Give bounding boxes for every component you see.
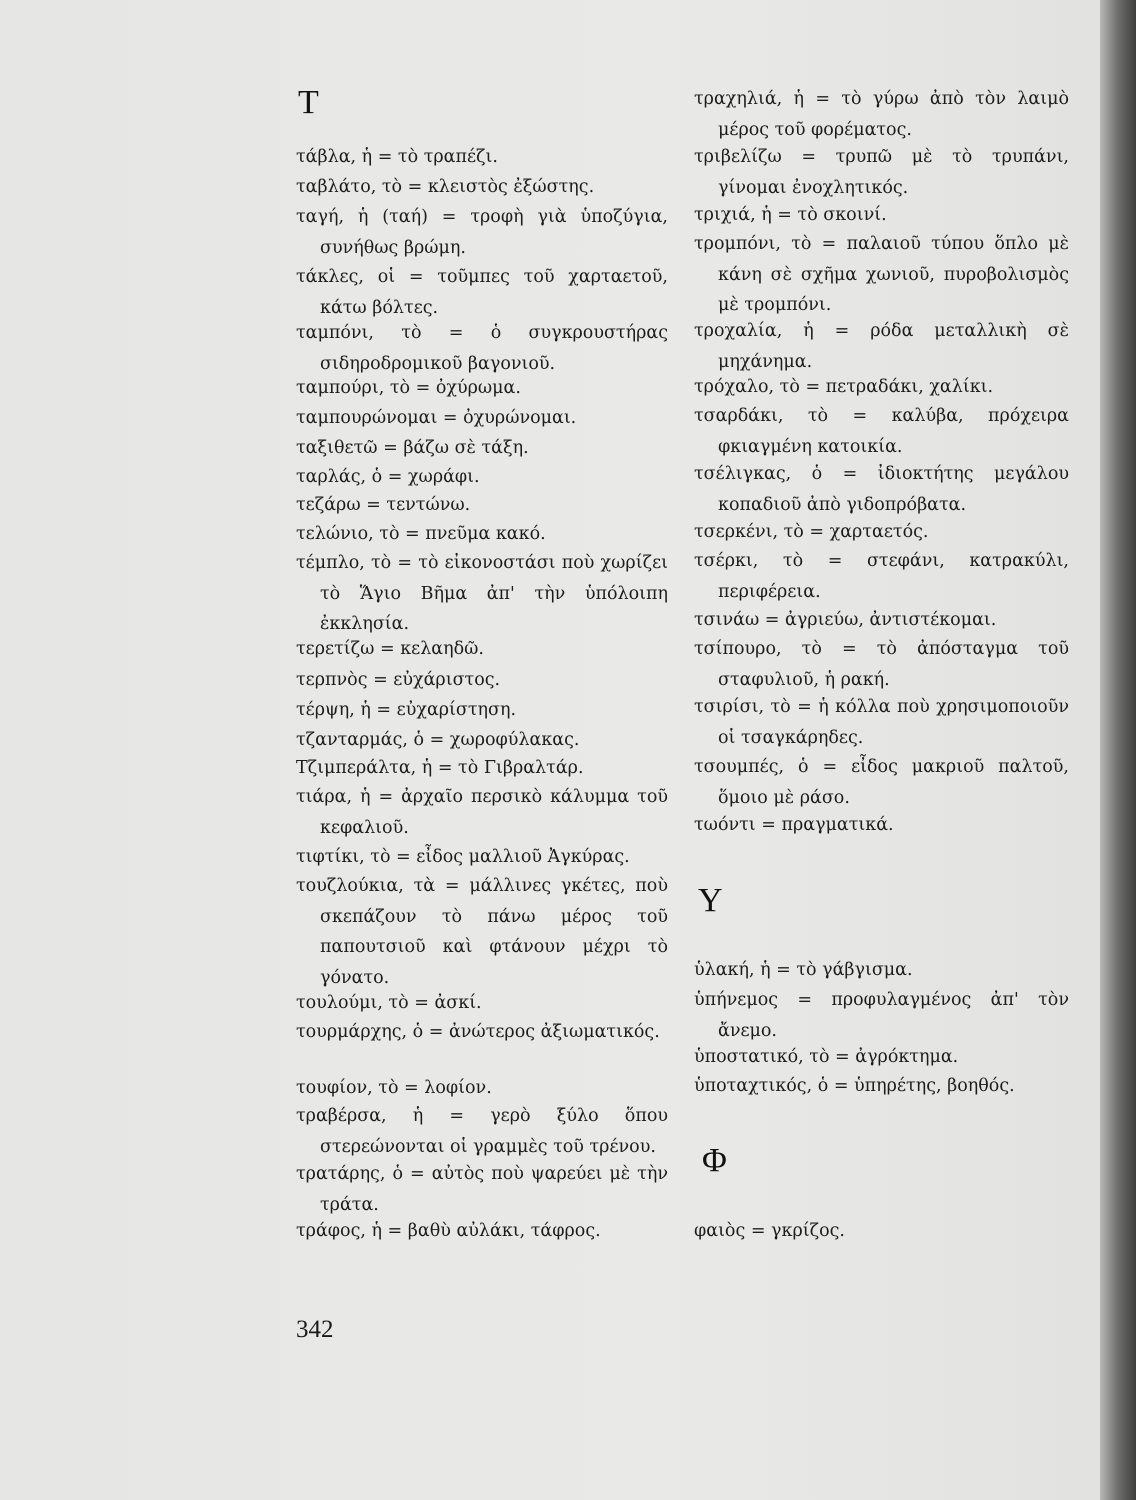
dictionary-entry: τερπνὸς = εὐχάριστος. bbox=[296, 670, 501, 690]
dictionary-entry: τέμπλο, τὸ = τὸ εἰκονοστάσι ποὺ χωρίζει τὸ Ἅγιο Βῆμα ἀπ' τὴν ὑπόλοιπη ἐκκλησία. bbox=[296, 553, 668, 634]
dictionary-entry: τσαρδάκι, τὸ = καλύβα, πρόχειρα φκιαγμένη κατοικία. bbox=[694, 406, 1069, 457]
dictionary-entry: ὑπήνεμος = προφυλαγμένος ἀπ' τὸν ἄνεμο. bbox=[694, 990, 1069, 1041]
dictionary-entry: τριχιά, ἡ = τὸ σκοινί. bbox=[694, 205, 887, 225]
section-letter-phi: Φ bbox=[702, 1142, 727, 1179]
dictionary-entry: τουρμάρχης, ὁ = ἀνώτερος ἀξιωματικός. bbox=[296, 1022, 660, 1042]
dictionary-entry: τσινάω = ἀγριεύω, ἀντιστέκομαι. bbox=[694, 610, 997, 630]
dictionary-entry: ὑποστατικό, τὸ = ἀγρόκτημα. bbox=[694, 1047, 959, 1067]
dictionary-entry: τσιρίσι, τὸ = ἡ κόλλα ποὺ χρησιμοποιοῦν οἱ τσαγκάρηδες. bbox=[694, 697, 1069, 748]
dictionary-entry: φαιὸς = γκρίζος. bbox=[694, 1221, 845, 1241]
dictionary-entry: ταμπούρι, τὸ = ὀχύρωμα. bbox=[296, 378, 521, 398]
dictionary-entry: τωόντι = πραγματικά. bbox=[694, 815, 894, 835]
dictionary-entry: τραχηλιά, ἡ = τὸ γύρω ἀπὸ τὸν λαιμὸ μέρος τοῦ φορέματος. bbox=[694, 89, 1069, 140]
dictionary-entry: ταρλάς, ὁ = χωράφι. bbox=[296, 467, 480, 487]
dictionary-entry: τσερκένι, τὸ = χαρταετός. bbox=[694, 522, 929, 542]
dictionary-entry: τσέρκι, τὸ = στεφάνι, κατρακύλι, περιφέρεια. bbox=[694, 551, 1069, 602]
dictionary-entry: τάκλες, οἱ = τοῦμπες τοῦ χαρταετοῦ, κάτω βόλτες. bbox=[296, 267, 668, 318]
dictionary-entry: τεζάρω = τεντώνω. bbox=[296, 495, 471, 515]
section-letter-tau: Τ bbox=[298, 84, 319, 121]
dictionary-entry: τάβλα, ἡ = τὸ τραπέζι. bbox=[296, 147, 498, 167]
dictionary-entry: Τζιμπεράλτα, ἡ = τὸ Γιβραλτάρ. bbox=[296, 758, 584, 778]
dictionary-entry: τουλούμι, τὸ = ἀσκί. bbox=[296, 993, 482, 1013]
dictionary-entry: τέρψη, ἡ = εὐχαρίστηση. bbox=[296, 700, 517, 720]
dictionary-entry: τιφτίκι, τὸ = εἶδος μαλλιοῦ Ἀγκύρας. bbox=[296, 847, 630, 867]
dictionary-entry: τράφος, ἡ = βαθὺ αὐλάκι, τάφρος. bbox=[296, 1221, 601, 1241]
dictionary-entry: τρατάρης, ὁ = αὐτὸς ποὺ ψαρεύει μὲ τὴν τράτα. bbox=[296, 1164, 668, 1215]
dictionary-entry: ταμπουρώνομαι = ὀχυρώνομαι. bbox=[296, 408, 577, 428]
section-letter-upsilon: Υ bbox=[698, 882, 723, 919]
dictionary-entry: τρομπόνι, τὸ = παλαιοῦ τύπου ὅπλο μὲ κάνη σὲ σχῆμα χωνιοῦ, πυροβολισμὸς μὲ τρομπόνι. bbox=[694, 234, 1069, 315]
dictionary-entry: ταγή, ἡ (ταή) = τροφὴ γιὰ ὑποζύγια, συνήθως βρώμη. bbox=[296, 207, 668, 258]
dictionary-entry: τριβελίζω = τρυπῶ μὲ τὸ τρυπάνι, γίνομαι ἐνοχλητικός. bbox=[694, 147, 1069, 198]
dictionary-entry: τερετίζω = κελαηδῶ. bbox=[296, 639, 484, 659]
dictionary-entry: τσίπουρο, τὸ = τὸ ἀπόσταγμα τοῦ σταφυλιοῦ, ἡ ρακή. bbox=[694, 639, 1069, 690]
dictionary-entry: ταβλάτο, τὸ = κλειστὸς ἐξώστης. bbox=[296, 177, 595, 197]
dictionary-entry: τουζλούκια, τὰ = μάλλινες γκέτες, ποὺ σκεπάζουν τὸ πάνω μέρος τοῦ παπουτσιοῦ καὶ φτάνουν μέχρι τὸ γόνατο. bbox=[296, 876, 668, 988]
dictionary-entry: τρόχαλο, τὸ = πετραδάκι, χαλίκι. bbox=[694, 377, 994, 397]
dictionary-entry: ὑλακή, ἡ = τὸ γάβγισμα. bbox=[694, 960, 913, 980]
dictionary-entry: τουφίον, τὸ = λοφίον. bbox=[296, 1078, 492, 1098]
dictionary-entry: ταμπόνι, τὸ = ὁ συγκρουστήρας σιδηροδρομικοῦ βαγονιοῦ. bbox=[296, 323, 668, 374]
dictionary-entry: ταξιθετῶ = βάζω σὲ τάξη. bbox=[296, 438, 529, 458]
dictionary-entry: τζανταρμάς, ὁ = χωροφύλακας. bbox=[296, 730, 580, 750]
dictionary-entry: τσέλιγκας, ὁ = ἰδιοκτήτης μεγάλου κοπαδιοῦ ἀπὸ γιδοπρόβατα. bbox=[694, 464, 1069, 515]
dictionary-entry: ὑποταχτικός, ὁ = ὑπηρέτης, βοηθός. bbox=[694, 1076, 1015, 1096]
dictionary-entry: τραβέρσα, ἡ = γερὸ ξύλο ὅπου στερεώνονται οἱ γραμμὲς τοῦ τρένου. bbox=[296, 1106, 668, 1157]
dictionary-entry: τροχαλία, ἡ = ρόδα μεταλλικὴ σὲ μηχάνημα. bbox=[694, 321, 1069, 372]
page-binding-edge bbox=[1100, 0, 1136, 1500]
dictionary-entry: τσουμπές, ὁ = εἶδος μακριοῦ παλτοῦ, ὅμοιο μὲ ράσο. bbox=[694, 757, 1069, 808]
dictionary-entry: τελώνιο, τὸ = πνεῦμα κακό. bbox=[296, 524, 546, 544]
dictionary-entry: τιάρα, ἡ = ἀρχαῖο περσικὸ κάλυμμα τοῦ κεφαλιοῦ. bbox=[296, 787, 668, 838]
page-number: 342 bbox=[296, 1316, 334, 1343]
